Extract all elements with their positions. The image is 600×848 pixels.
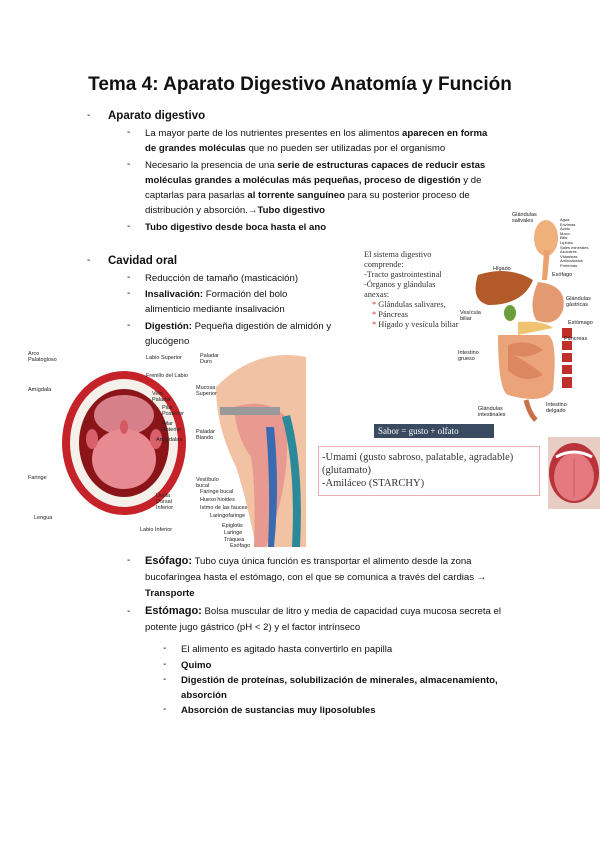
label-glandulas-salivales: Glándulas salivales xyxy=(512,212,537,224)
intro-bullet: * Páncreas xyxy=(372,310,409,319)
bullet-dash: - xyxy=(127,320,131,331)
label-vesicula-biliar: Vesícula biliar xyxy=(460,310,481,322)
legend-item: Enzimas xyxy=(560,221,576,227)
stomach-item: Absorción de sustancias muy liposolubles xyxy=(181,705,376,716)
label-higado: Hígado xyxy=(493,266,511,272)
legend-item: Bilis xyxy=(560,235,568,241)
taste-line: -Amiláceo (STARCHY) xyxy=(322,478,425,489)
bullet-dash: - xyxy=(127,159,131,170)
text-run: y de captarlas para pasarlas xyxy=(145,175,482,201)
legend-item: Sales minerales xyxy=(560,244,589,250)
label-esofago: Esófago xyxy=(552,272,573,278)
intro-bullet-text: Hígado y vesícula biliar xyxy=(378,320,459,329)
intro-bullet: * Glándulas salivares, xyxy=(372,300,446,309)
bullet-dash: - xyxy=(163,674,167,685)
mouth-label-right: Labio Superior xyxy=(146,355,182,361)
paragraph-estructuras xyxy=(145,158,500,218)
paragraph-tubo: Tubo digestivo desde boca hasta el ano xyxy=(145,222,327,233)
text-run-bold: Insalivación: xyxy=(145,289,204,300)
mouth-label-right: Pilar Posterior xyxy=(162,405,185,417)
mouth-label-right: Frenillo del Labio xyxy=(146,373,188,379)
throat-label: Istmo de las fauces xyxy=(200,505,248,511)
text-run: Necesario la presencia de una xyxy=(145,160,278,171)
intro-line: -Tracto gastrointestinal xyxy=(364,270,442,279)
section-heading-aparato: Aparato digestivo xyxy=(108,110,206,122)
intro-bullet-text: Páncreas xyxy=(378,310,409,319)
intro-line: anexas: xyxy=(364,290,390,299)
mouth-label-left: Amígdala xyxy=(28,387,52,393)
throat-label: Laringe xyxy=(224,530,243,536)
stomach-item: Digestión de proteínas, solubilización de minerales, almacenamiento, absorción xyxy=(181,675,498,701)
mouth-label-left: Faringe xyxy=(28,475,47,481)
text-run: Formación del bolo alimenticio mediante insalivación xyxy=(145,289,288,315)
legend xyxy=(560,218,588,269)
throat-label: Mucosa Superior xyxy=(196,385,217,397)
paragraph-insalivacion xyxy=(145,287,310,317)
throat-label: Esófago xyxy=(230,543,251,549)
intro-bullet-text: Glándulas salivares, xyxy=(378,300,446,309)
throat-label: Laringofaringe xyxy=(210,513,246,519)
label-glandulas-gastricas: Glándulas gástricas xyxy=(566,296,591,308)
text-run-bold: aparecen en forma de grandes moléculas xyxy=(145,128,488,154)
intro-bullet: * Hígado y vesícula biliar xyxy=(372,320,459,329)
bullet-dash: - xyxy=(127,272,131,283)
text-run: La mayor parte de los nutrientes presentes en los alimentos xyxy=(145,128,403,139)
bullet-dash: - xyxy=(163,704,167,715)
throat-label: Epiglotis xyxy=(222,523,243,529)
text-run-bold: al torrente sanguíneo xyxy=(247,190,345,201)
legend-item: Moco xyxy=(560,230,570,236)
taste-line: -Umami (gusto sabroso, palatable, agradable) xyxy=(322,452,514,463)
legend-item: Proteínas xyxy=(560,262,578,268)
bullet-dash: - xyxy=(163,659,167,670)
legend-item: Agua xyxy=(560,217,570,222)
mouth-label-left: Lengua xyxy=(34,515,53,521)
bullet-dash: - xyxy=(127,127,131,138)
text-run: Bolsa muscular de litro y media de capacidad cuya mucosa secreta el potente jugo gástrico (pH < 2) y el factor intrínseco xyxy=(145,606,501,633)
text-run-bold: Transporte xyxy=(145,588,195,599)
mouth-label-left: Arco Palatogloso xyxy=(28,351,57,363)
text-run-bold: Digestión: xyxy=(145,321,192,332)
legend-item: Ácido xyxy=(560,226,571,232)
digestive-system-figure xyxy=(358,210,593,438)
legend-item: Vitaminas xyxy=(560,253,578,259)
caption-sabor: Sabor = gusto + olfato xyxy=(378,426,459,436)
bullet-dash: - xyxy=(127,606,131,617)
intro-line: comprende: xyxy=(364,260,404,269)
intro-line: El sistema digestivo xyxy=(364,250,432,259)
digestive-intro-text xyxy=(364,250,459,330)
taste-box xyxy=(318,446,540,496)
text-run-bold: Esófago: xyxy=(145,555,193,567)
label-intestino-grueso: Intestino grueso xyxy=(458,350,479,362)
text-run: que no pueden ser utilizadas por el organismo xyxy=(245,143,446,154)
section-heading-cavidad: Cavidad oral xyxy=(108,255,178,267)
throat-label: Hueso hioides xyxy=(200,497,235,503)
tongue-figure xyxy=(548,437,600,509)
mouth-label-right: Velo Paladar xyxy=(152,391,171,403)
taste-line: (glutamato) xyxy=(322,465,371,476)
throat-label: Paladar Duro xyxy=(200,353,219,365)
bullet-dash: - xyxy=(127,221,131,232)
text-run: Pequeña digestión de almidón y glucógeno xyxy=(145,321,332,347)
throat-label: Paladar Blando xyxy=(196,429,215,441)
text-run-bold: Estómago: xyxy=(145,605,202,617)
taste-text xyxy=(322,451,513,490)
mouth-label-right: Úvula Dorsal Inferior xyxy=(156,493,174,511)
paragraph-esofago xyxy=(145,553,505,602)
legend-item: Lípidos xyxy=(560,239,573,245)
paragraph-masticacion: Reducción de tamaño (masticación) xyxy=(145,273,299,284)
label-intestino-delgado: Intestino delgado xyxy=(546,402,567,414)
label-estomago: Estómago xyxy=(568,320,593,326)
mouth-label-right: Pilar Anterior xyxy=(162,421,182,433)
paragraph-estomago xyxy=(145,603,515,636)
label-pancreas: Páncreas xyxy=(564,336,588,342)
label-glandulas-intestinales: Glándulas intestinales xyxy=(478,406,506,418)
text-run-bold: Tubo digestivo xyxy=(257,205,326,216)
text-run: para su posterior proceso de distribución y absorción.→ xyxy=(145,190,470,216)
mouth-label-right: Amígdalas xyxy=(156,437,182,443)
throat-label: Faringe bucal xyxy=(200,489,234,495)
intro-line: -Órganos y glándulas xyxy=(364,280,436,289)
paragraph-nutrientes xyxy=(145,126,500,156)
throat-figure xyxy=(196,347,314,547)
throat-label: Tráquea xyxy=(224,537,245,543)
stomach-item: El alimento es agitado hasta convertirlo en papilla xyxy=(181,644,393,655)
bullet-dash: - xyxy=(87,255,91,266)
tongue-illustration xyxy=(548,437,600,509)
mouth-figure xyxy=(28,347,216,539)
stomach-item: Quimo xyxy=(181,660,212,671)
bullet-dash: - xyxy=(87,110,91,121)
legend-item: Aminoácidos xyxy=(560,258,583,264)
paragraph-digestion xyxy=(145,319,345,349)
bullet-dash: - xyxy=(127,555,131,566)
page-title: Tema 4: Aparato Digestivo Anatomía y Función xyxy=(88,74,512,95)
bullet-dash: - xyxy=(163,643,167,654)
bullet-dash: - xyxy=(127,288,131,299)
mouth-label-right: Labio Inferior xyxy=(140,527,173,533)
throat-label: Vestíbulo bucal xyxy=(196,477,219,489)
text-run-bold: serie de estructuras capaces de reducir estas moléculas grandes a moléculas más pequeñas, proceso de digestión xyxy=(145,160,486,186)
legend-item: Azúcares xyxy=(560,249,577,255)
text-run: Tubo cuya única función es transportar el alimento desde la zona bucofaríngea hasta el estómago, con el que se comunica a través del cardias → xyxy=(145,556,487,583)
